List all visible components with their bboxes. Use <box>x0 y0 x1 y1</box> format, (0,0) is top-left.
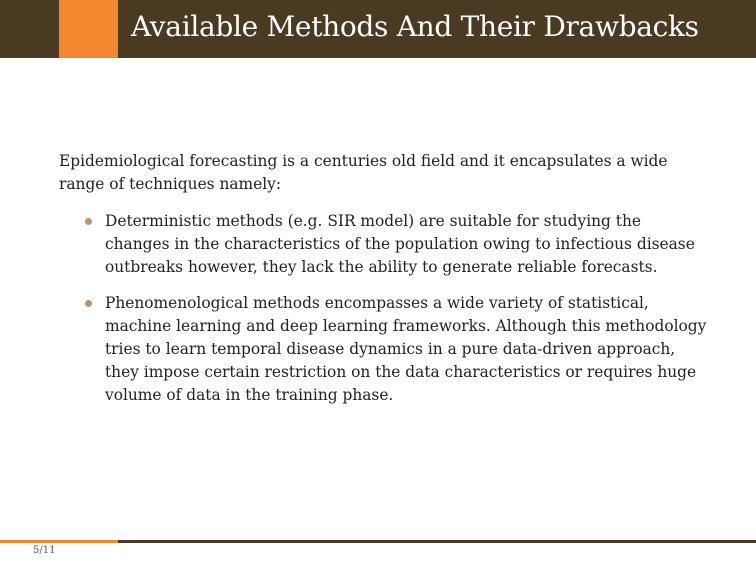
bullet-icon <box>85 300 92 307</box>
slide-content <box>59 150 709 420</box>
header-accent-block <box>59 0 118 58</box>
intro-paragraph: Epidemiological forecasting is a centuries old field and it encapsulates a wide range of techniques namely: <box>59 152 668 193</box>
footer-accent-bar <box>0 540 118 543</box>
bullet-icon <box>85 218 92 225</box>
bullet-list <box>59 210 709 407</box>
bullet-text: Phenomenological methods encompasses a wide variety of statistical, machine learning and deep learning frameworks. Although this methodology tries to learn temporal disease dynamics in a pure data-driven approach, they impose certain restriction on the data characteristics or requires huge volume of data in the training phase. <box>105 294 707 404</box>
footer-bar <box>118 540 756 543</box>
list-item <box>59 292 709 407</box>
bullet-text: Deterministic methods (e.g. SIR model) are suitable for studying the changes in the characteristics of the population owing to infectious disease outbreaks however, they lack the ability to generate reliable forecasts. <box>105 212 695 276</box>
page-number: 5/11 <box>33 545 56 556</box>
list-item <box>59 210 709 279</box>
slide-title: Available Methods And Their Drawbacks <box>131 10 699 43</box>
